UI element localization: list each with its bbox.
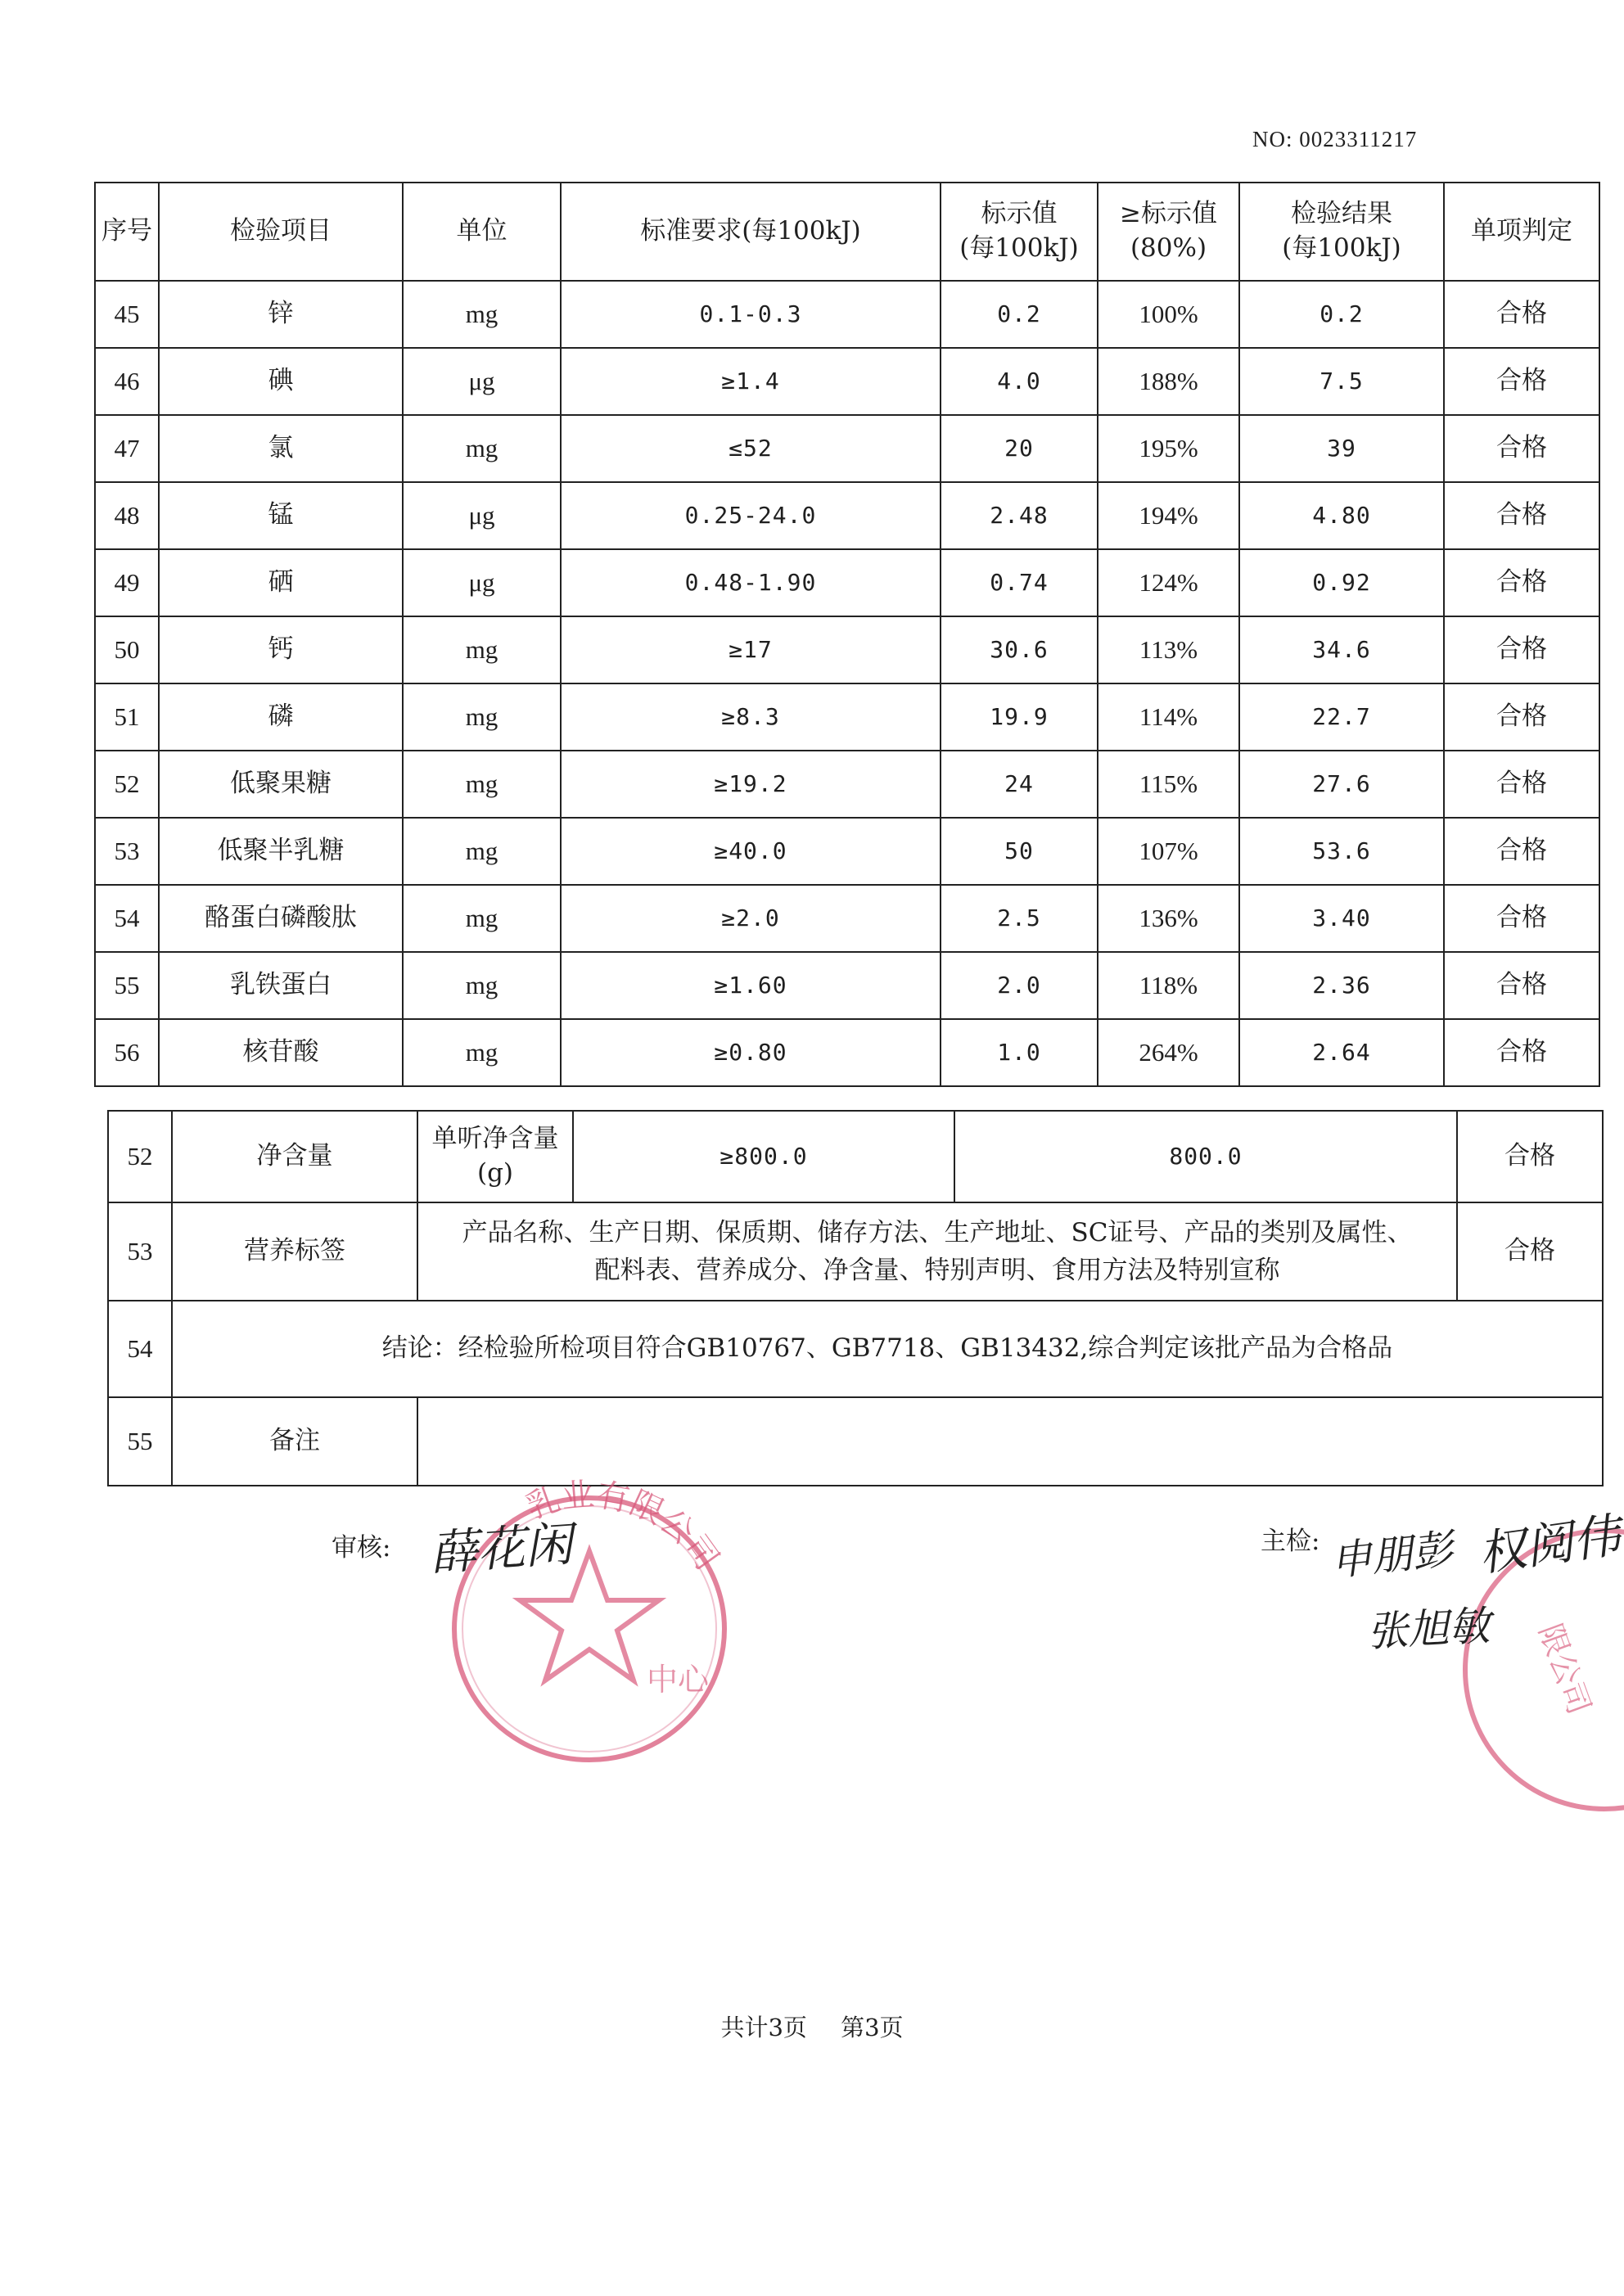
- conclusion-row: [108, 1301, 1603, 1397]
- cell-standard: ≥0.80: [561, 1019, 941, 1086]
- cell-judge: 合格: [1444, 683, 1599, 751]
- cell-label: 2.5: [941, 885, 1098, 952]
- cell-standard: 0.1-0.3: [561, 281, 941, 348]
- cell-judge: 合格: [1444, 415, 1599, 482]
- cell-ratio: 113%: [1098, 616, 1239, 683]
- row-item: 备注: [172, 1397, 417, 1486]
- cell-item: 碘: [159, 348, 403, 415]
- cell-unit: μg: [403, 549, 561, 616]
- cell-label: 2.48: [941, 482, 1098, 549]
- inspector-signature-3: 张旭敏: [1365, 1602, 1491, 1656]
- cell-no: 46: [95, 348, 159, 415]
- cell-judge: 合格: [1444, 482, 1599, 549]
- conclusion-text: 结论：经检验所检项目符合GB10767、GB7718、GB13432,综合判定该批产品为合格品: [172, 1301, 1603, 1397]
- table-row: [95, 751, 1599, 818]
- table-row: [95, 1019, 1599, 1086]
- cell-no: 47: [95, 415, 159, 482]
- cell-result: 27.6: [1239, 751, 1444, 818]
- cell-result: 3.40: [1239, 885, 1444, 952]
- remark-row: [108, 1397, 1603, 1486]
- cell-ratio: 118%: [1098, 952, 1239, 1019]
- row-result: 800.0: [954, 1111, 1457, 1202]
- inspector-label: 主检:: [1261, 1527, 1320, 1556]
- table-row: [95, 616, 1599, 683]
- row-unit: 单听净含量 (g): [417, 1111, 573, 1202]
- cell-standard: ≥17: [561, 616, 941, 683]
- cell-item: 氯: [159, 415, 403, 482]
- cell-judge: 合格: [1444, 751, 1599, 818]
- page-current: 第3页: [841, 2014, 904, 2041]
- cell-judge: 合格: [1444, 281, 1599, 348]
- cell-result: 53.6: [1239, 818, 1444, 885]
- page-info: [0, 2010, 1624, 2043]
- cell-result: 0.92: [1239, 549, 1444, 616]
- cell-no: 45: [95, 281, 159, 348]
- cell-item: 锌: [159, 281, 403, 348]
- cell-item: 乳铁蛋白: [159, 952, 403, 1019]
- cell-unit: mg: [403, 952, 561, 1019]
- table-row: [95, 281, 1599, 348]
- stamp-right-text: 限公司: [1532, 1619, 1598, 1720]
- table-row: [95, 952, 1599, 1019]
- cell-standard: 0.25-24.0: [561, 482, 941, 549]
- cell-judge: 合格: [1444, 818, 1599, 885]
- cell-result: 22.7: [1239, 683, 1444, 751]
- cell-standard: ≥1.60: [561, 952, 941, 1019]
- cell-label: 20: [941, 415, 1098, 482]
- cell-standard: ≤52: [561, 415, 941, 482]
- cell-result: 39: [1239, 415, 1444, 482]
- cell-ratio: 100%: [1098, 281, 1239, 348]
- cell-item: 酪蛋白磷酸肽: [159, 885, 403, 952]
- cell-result: 2.64: [1239, 1019, 1444, 1086]
- row-judgement: 合格: [1457, 1111, 1603, 1202]
- row-item: 营养标签: [172, 1202, 417, 1301]
- cell-label: 30.6: [941, 616, 1098, 683]
- cell-no: 53: [95, 818, 159, 885]
- stamp-left-text: 乳业有限公司: [521, 1475, 726, 1577]
- cell-ratio: 114%: [1098, 683, 1239, 751]
- header-standard: 标准要求(每100kJ): [561, 183, 941, 281]
- cell-judge: 合格: [1444, 549, 1599, 616]
- cell-item: 锰: [159, 482, 403, 549]
- table-row: [95, 348, 1599, 415]
- summary-table: [107, 1110, 1604, 1486]
- header-result: 检验结果 (每100kJ): [1239, 183, 1444, 281]
- table-row: [95, 415, 1599, 482]
- cell-standard: ≥40.0: [561, 818, 941, 885]
- cell-result: 4.80: [1239, 482, 1444, 549]
- header-ratio: ≥标示值 (80%): [1098, 183, 1239, 281]
- cell-item: 低聚半乳糖: [159, 818, 403, 885]
- row-no: 53: [108, 1202, 172, 1301]
- row-no: 52: [108, 1111, 172, 1202]
- cell-judge: 合格: [1444, 616, 1599, 683]
- cell-unit: mg: [403, 415, 561, 482]
- cell-label: 4.0: [941, 348, 1098, 415]
- header-item: 检验项目: [159, 183, 403, 281]
- table-header-row: [95, 183, 1599, 281]
- cell-result: 34.6: [1239, 616, 1444, 683]
- cell-standard: ≥19.2: [561, 751, 941, 818]
- cell-no: 50: [95, 616, 159, 683]
- header-label-value: 标示值 (每100kJ): [941, 183, 1098, 281]
- cell-ratio: 115%: [1098, 751, 1239, 818]
- cell-item: 磷: [159, 683, 403, 751]
- cell-judge: 合格: [1444, 885, 1599, 952]
- table-row: [95, 549, 1599, 616]
- document-number: NO: 0023311217: [1252, 127, 1418, 151]
- cell-no: 48: [95, 482, 159, 549]
- cell-label: 2.0: [941, 952, 1098, 1019]
- cell-ratio: 194%: [1098, 482, 1239, 549]
- table-row: [95, 818, 1599, 885]
- cell-no: 49: [95, 549, 159, 616]
- cell-standard: ≥1.4: [561, 348, 941, 415]
- cell-ratio: 264%: [1098, 1019, 1239, 1086]
- row-judgement: 合格: [1457, 1202, 1603, 1301]
- cell-judge: 合格: [1444, 952, 1599, 1019]
- cell-ratio: 195%: [1098, 415, 1239, 482]
- row-item: 净含量: [172, 1111, 417, 1202]
- cell-standard: 0.48-1.90: [561, 549, 941, 616]
- cell-judge: 合格: [1444, 348, 1599, 415]
- cell-ratio: 124%: [1098, 549, 1239, 616]
- cell-label: 24: [941, 751, 1098, 818]
- cell-label: 19.9: [941, 683, 1098, 751]
- header-no: 序号: [95, 183, 159, 281]
- inspection-table: [94, 182, 1600, 1087]
- stamp-left-center: 中心: [647, 1662, 710, 1698]
- cell-result: 7.5: [1239, 348, 1444, 415]
- cell-no: 56: [95, 1019, 159, 1086]
- row-no: 54: [108, 1301, 172, 1397]
- cell-standard: ≥2.0: [561, 885, 941, 952]
- table-row: [95, 482, 1599, 549]
- label-content: 产品名称、生产日期、保质期、储存方法、生产地址、SC证号、产品的类别及属性、 配料表、营养成分、净含量、特别声明、食用方法及特别宣称: [417, 1202, 1457, 1301]
- cell-item: 硒: [159, 549, 403, 616]
- cell-judge: 合格: [1444, 1019, 1599, 1086]
- cell-label: 1.0: [941, 1019, 1098, 1086]
- row-standard: ≥800.0: [573, 1111, 954, 1202]
- cell-unit: μg: [403, 348, 561, 415]
- reviewer-signature: 薛花闲: [428, 1516, 575, 1581]
- cell-no: 54: [95, 885, 159, 952]
- cell-unit: mg: [403, 281, 561, 348]
- table-row: [95, 683, 1599, 751]
- cell-unit: mg: [403, 683, 561, 751]
- cell-unit: mg: [403, 751, 561, 818]
- page-total: 共计3页: [720, 2014, 807, 2041]
- cell-ratio: 188%: [1098, 348, 1239, 415]
- cell-item: 核苷酸: [159, 1019, 403, 1086]
- cell-ratio: 107%: [1098, 818, 1239, 885]
- cell-item: 低聚果糖: [159, 751, 403, 818]
- cell-ratio: 136%: [1098, 885, 1239, 952]
- cell-unit: mg: [403, 616, 561, 683]
- cell-label: 50: [941, 818, 1098, 885]
- cell-no: 51: [95, 683, 159, 751]
- cell-standard: ≥8.3: [561, 683, 941, 751]
- header-judgement: 单项判定: [1444, 183, 1599, 281]
- cell-unit: mg: [403, 885, 561, 952]
- cell-result: 0.2: [1239, 281, 1444, 348]
- nutrition-label-row: [108, 1202, 1603, 1301]
- net-content-row: [108, 1111, 1603, 1202]
- table-row: [95, 885, 1599, 952]
- cell-no: 52: [95, 751, 159, 818]
- row-no: 55: [108, 1397, 172, 1486]
- cell-no: 55: [95, 952, 159, 1019]
- cell-result: 2.36: [1239, 952, 1444, 1019]
- cell-label: 0.2: [941, 281, 1098, 348]
- cell-unit: μg: [403, 482, 561, 549]
- inspector-signature-1: 申朋彭: [1328, 1525, 1456, 1586]
- cell-unit: mg: [403, 818, 561, 885]
- cell-label: 0.74: [941, 549, 1098, 616]
- cell-item: 钙: [159, 616, 403, 683]
- inspector-signature-2: 权阅伟: [1474, 1507, 1624, 1582]
- reviewer-label: 审核:: [332, 1533, 391, 1563]
- header-unit: 单位: [403, 183, 561, 281]
- cell-unit: mg: [403, 1019, 561, 1086]
